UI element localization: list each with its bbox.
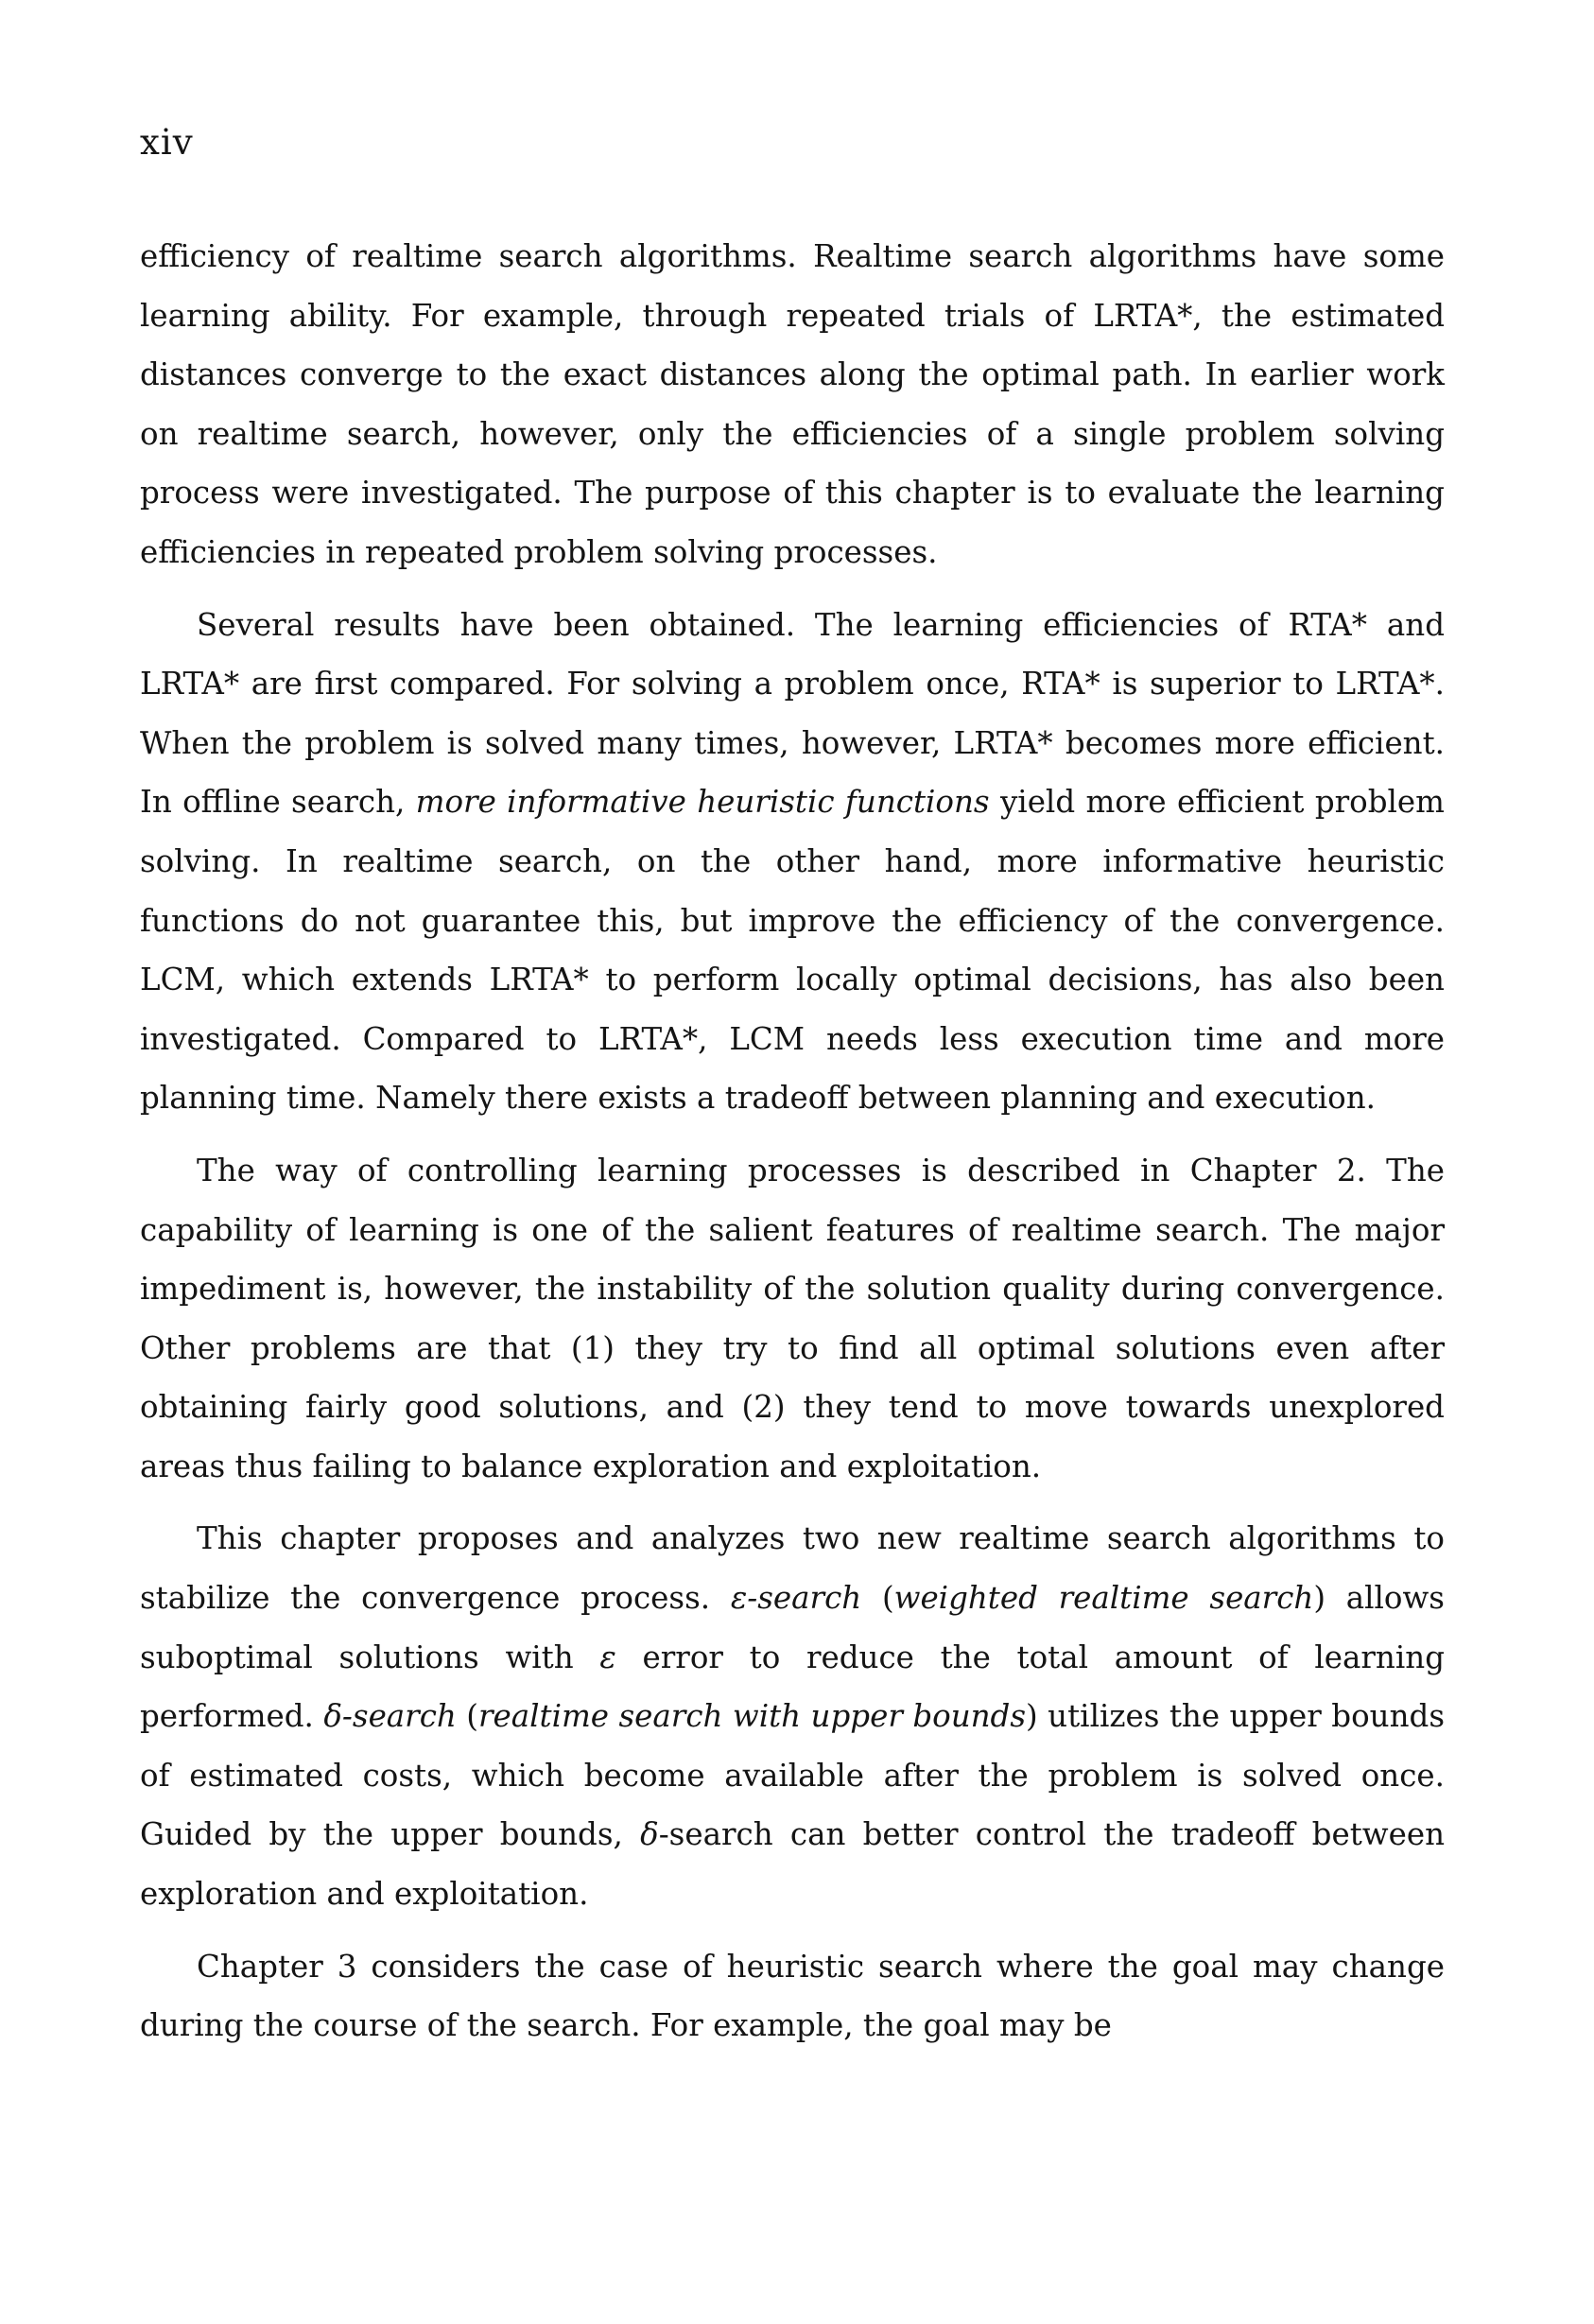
paren-open: ( (861, 1580, 894, 1617)
paragraph-1 (140, 227, 1445, 582)
italic-term-realtime-search-with-upper-bounds: realtime search with upper bounds (478, 1698, 1027, 1735)
italic-symbol-delta: δ (640, 1816, 659, 1853)
body-text (140, 227, 1445, 2069)
paragraph-2-text-cont: yield more efficient problem solving. In realtime search, on the other hand, more informative heuristic functions do not guarantee this, but improve the efficiency of the convergence. LCM, which extends LRTA* to perform locally optimal decisions, has also been investigated. Compared to LRTA*, LCM needs less execution time and more planning time. Namely there exists a tradeoff between planning and execution. (140, 784, 1445, 1117)
italic-term-delta-search: δ-search (323, 1698, 457, 1735)
paragraph-3-text: The way of controlling learning processes is described in Chapter 2. The capability of learning is one of the salient features of realtime search. The major impediment is, however, the instability of the solution quality during convergence. Other problems are that (1) they try to find all optimal solutions even after obtaining fairly good solutions, and (2) they tend to move towards unexplored areas thus failing to balance exploration and exploitation. (140, 1152, 1445, 1484)
italic-term-weighted-realtime-search: weighted realtime search (893, 1580, 1314, 1617)
paragraph-3 (140, 1141, 1445, 1497)
page-number: xiv (140, 122, 194, 163)
paragraph-4-text-cont-3: ) utilizes the upper bounds of estimated costs, which become available after the problem is solved once. Guided by the upper bounds, (140, 1698, 1445, 1853)
italic-term-epsilon-search: ε-search (730, 1580, 862, 1617)
paragraph-2 (140, 596, 1445, 1128)
paragraph-2-text: Several results have been obtained. The learning efficiencies of RTA* and LRTA* are first compared. For solving a problem once, RTA* is superior to LRTA*. When the problem is solved many times, however, LRTA* becomes more efficient. In offline search, (140, 606, 1445, 821)
paragraph-4-text-cont-4: -search can better control the tradeoff between exploration and exploitation. (140, 1816, 1446, 1913)
paragraph-4-text-cont-1: ) allows suboptimal solutions with (140, 1580, 1445, 1675)
italic-symbol-epsilon: ε (599, 1639, 616, 1675)
paragraph-4-text-cont-2: error to reduce the total amount of learning performed. (140, 1639, 1445, 1735)
paragraph-5 (140, 1937, 1445, 2055)
paren-open-2: ( (456, 1698, 478, 1735)
italic-term-more-informative-heuristic-functions: more informative heuristic functions (415, 784, 990, 821)
paragraph-1-text: efficiency of realtime search algorithms. Realtime search algorithms have some learning ability. For example, through repeated trials of LRTA*, the estimated distances converge to the exact distances along the optimal path. In earlier work on realtime search, however, only the efficiencies of a single problem solving process were investigated. The purpose of this chapter is to evaluate the learning efficiencies in repeated problem solving processes. (140, 238, 1445, 570)
paragraph-4-text: This chapter proposes and analyzes two new realtime search algorithms to stabilize the convergence process. (140, 1520, 1445, 1617)
paragraph-4 (140, 1509, 1445, 1923)
paragraph-5-text: Chapter 3 considers the case of heuristic search where the goal may change during the course of the search. For example, the goal may be (140, 1948, 1445, 2044)
